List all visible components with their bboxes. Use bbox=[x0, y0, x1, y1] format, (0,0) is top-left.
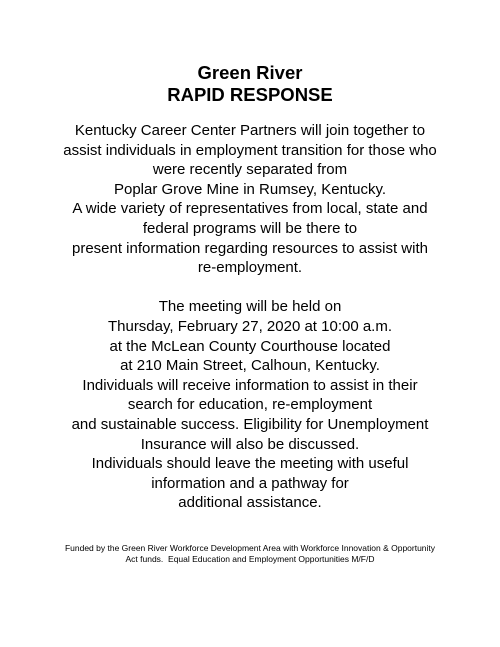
funding-footer bbox=[0, 543, 500, 565]
meeting-line: Insurance will also be discussed. bbox=[140, 435, 360, 453]
meeting-line: Individuals will receive information to assist in their bbox=[82, 376, 418, 394]
meeting-line: Thursday, February 27, 2020 at 10:00 a.m. bbox=[107, 317, 393, 335]
intro-line: present information regarding resources to assist with bbox=[71, 239, 428, 257]
meeting-line: The meeting will be held on bbox=[158, 298, 342, 316]
meeting-paragraph bbox=[0, 297, 500, 513]
intro-line: A wide variety of representatives from local, state and bbox=[72, 200, 428, 218]
intro-line: re-employment. bbox=[197, 259, 303, 277]
meeting-line: Individuals should leave the meeting with useful bbox=[91, 455, 409, 473]
meeting-line: at the McLean County Courthouse located bbox=[109, 337, 391, 355]
meeting-line: search for education, re-employment bbox=[127, 396, 373, 414]
title-line-2: RAPID RESPONSE bbox=[167, 84, 333, 105]
intro-paragraph bbox=[0, 121, 500, 278]
paragraph-gap bbox=[0, 278, 500, 298]
intro-line: assist individuals in employment transition for those who bbox=[63, 141, 437, 159]
flyer-title bbox=[0, 62, 500, 106]
flyer-body bbox=[0, 121, 500, 513]
intro-line: Kentucky Career Center Partners will join together to bbox=[74, 122, 426, 139]
intro-line: Poplar Grove Mine in Rumsey, Kentucky. bbox=[113, 180, 387, 198]
meeting-line: additional assistance. bbox=[178, 494, 322, 512]
footer-line: Funded by the Green River Workforce Development Area with Workforce Innovation & Opportunity bbox=[64, 543, 436, 553]
meeting-line: at 210 Main Street, Calhoun, Kentucky. bbox=[120, 357, 380, 375]
intro-line: federal programs will be there to bbox=[142, 219, 358, 237]
title-line-1: Green River bbox=[197, 62, 303, 83]
meeting-line: and sustainable success. Eligibility for Unemployment bbox=[71, 415, 429, 433]
intro-line: were recently separated from bbox=[152, 161, 348, 179]
meeting-line: information and a pathway for bbox=[151, 474, 349, 492]
footer-line: Act funds. Equal Education and Employment Opportunities M/F/D bbox=[125, 554, 375, 564]
